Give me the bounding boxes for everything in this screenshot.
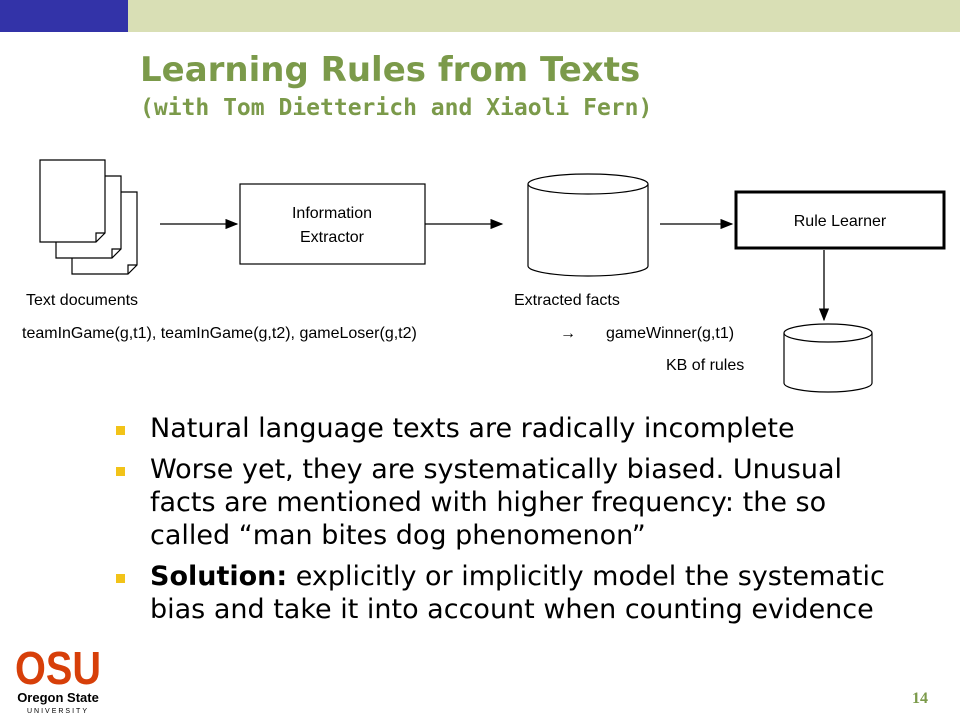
bullet-item [112,560,912,626]
bullet-text: Natural language texts are radically incomplete [150,413,795,444]
extracted-facts-database-icon [528,174,648,276]
example-rule [22,325,734,342]
rule-learner-label: Rule Learner [793,213,887,230]
slide-title: Learning Rules from Texts [140,50,641,90]
extractor-label-line1: Information [291,205,373,222]
information-extractor-box [240,184,425,264]
bullet-item [112,453,912,552]
header-bar-blue [0,0,128,32]
documents-icon [40,160,137,274]
kb-database-icon [784,324,872,392]
extracted-facts-label: Extracted facts [514,292,620,309]
osu-logo-letters: OSU [15,642,101,694]
extractor-label-line2: Extractor [299,229,365,246]
bullet-marker-icon [116,426,125,435]
header-bar-green [128,0,960,32]
page-number: 14 [912,690,928,707]
osu-logo [12,640,104,716]
bullet-text: Worse yet, they are systematically biased. Unusual facts are mentioned with higher frequency: the so called “man bites dog phenomenon” [150,454,843,551]
osu-logo-university: UNIVERSITY [26,708,90,715]
rule-conclusion: gameWinner(g,t1) [606,325,735,342]
kb-of-rules-label: KB of rules [666,357,745,374]
bullet-marker-icon [116,467,125,476]
osu-logo-name: Oregon State [17,690,99,705]
bullet-marker-icon [116,574,125,583]
solution-label: Solution: [150,561,288,592]
bullet-item [112,412,912,445]
text-documents-label: Text documents [26,292,139,309]
slide-subtitle: (with Tom Dietterich and Xiaoli Fern) [140,95,653,121]
rule-arrow: → [560,325,576,342]
bullet-list [112,412,912,634]
pipeline-diagram [0,150,960,390]
bullet-text: explicitly or implicitly model the systematic bias and take it into account when counting evidence [150,561,885,625]
rule-premise: teamInGame(g,t1), teamInGame(g,t2), gameLoser(g,t2) [22,325,417,342]
